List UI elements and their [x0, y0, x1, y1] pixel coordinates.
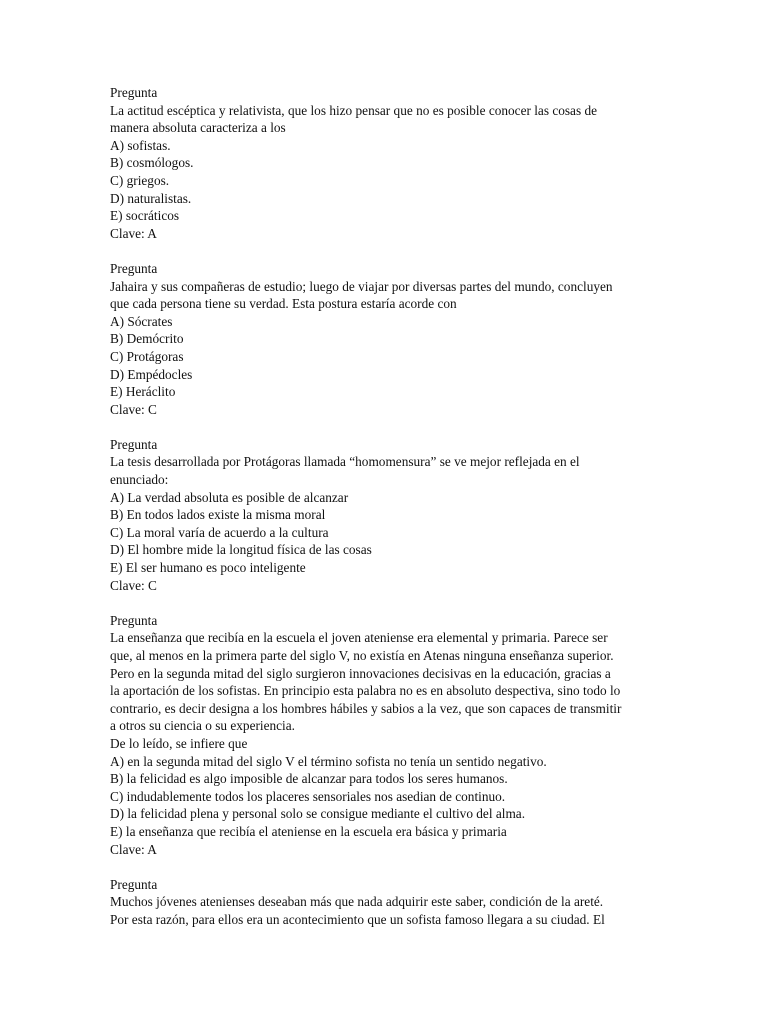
question-block: [110, 612, 650, 858]
question-text-line: Jahaira y sus compañeras de estudio; luego de viajar por diversas partes del mundo, concluyen: [110, 278, 613, 294]
question-text-line: la aportación de los sofistas. En principio esta palabra no es en absoluto despectiva, sino todo lo: [110, 683, 621, 699]
answer-option: A) La verdad absoluta es posible de alcanzar: [110, 489, 349, 505]
answer-key: Clave: A: [110, 841, 157, 857]
question-text-line: que cada persona tiene su verdad. Esta postura estaría acorde con: [110, 296, 457, 312]
question-text-line: La tesis desarrollada por Protágoras llamada “homomensura” se ve mejor reflejada en el: [110, 454, 580, 470]
answer-option: B) la felicidad es algo imposible de alcanzar para todos los seres humanos.: [110, 771, 508, 787]
question-label: Pregunta: [110, 612, 158, 628]
answer-option: B) cosmólogos.: [110, 155, 194, 171]
answer-option: B) Demócrito: [110, 331, 184, 347]
answer-option: D) naturalistas.: [110, 190, 192, 206]
answer-option: E) la enseñanza que recibía el ateniense en la escuela era básica y primaria: [110, 823, 507, 839]
question-text-line: contrario, es decir designa a los hombres hábiles y sabios a la vez, que son capaces de transmitir: [110, 700, 622, 716]
answer-option: E) socráticos: [110, 208, 180, 224]
question-label: Pregunta: [110, 85, 158, 100]
question-label: Pregunta: [110, 876, 158, 892]
answer-key: Clave: C: [110, 401, 157, 417]
answer-option: C) Protágoras: [110, 348, 184, 364]
question-block: [110, 260, 650, 418]
question-text-line: Por esta razón, para ellos era un acontecimiento que un sofista famoso llegara a su ciudad. El: [110, 911, 605, 927]
answer-option: C) griegos.: [110, 172, 170, 188]
answer-option: A) sofistas.: [110, 137, 171, 153]
question-block: [110, 436, 650, 594]
answer-key: Clave: C: [110, 577, 157, 593]
question-text-line: que, al menos en la primera parte del siglo V, no existía en Atenas ninguna enseñanza superior.: [110, 648, 614, 663]
answer-option: B) En todos lados existe la misma moral: [110, 507, 326, 523]
question-text-line: Pero en la segunda mitad del siglo surgieron innovaciones decisivas en la educación, gracias a: [110, 665, 611, 681]
document-page: [110, 84, 650, 946]
question-label: Pregunta: [110, 260, 158, 276]
question-text-line: enunciado:: [110, 472, 169, 488]
question-text-line: La actitud escéptica y relativista, que los hizo pensar que no es posible conocer las cosas de: [110, 102, 598, 118]
question-block: [110, 84, 650, 242]
question-block: [110, 876, 650, 929]
answer-key: Clave: A: [110, 225, 157, 241]
question-text-line: manera absoluta caracteriza a los: [110, 120, 286, 136]
answer-option: E) Heráclito: [110, 384, 176, 400]
question-text-line: La enseñanza que recibía en la escuela el joven ateniense era elemental y primaria. Parece ser: [110, 630, 608, 646]
question-text-line: a otros su ciencia o su experiencia.: [110, 718, 295, 734]
answer-option: A) en la segunda mitad del siglo V el término sofista no tenía un sentido negativo.: [110, 753, 547, 769]
answer-option: D) la felicidad plena y personal solo se consigue mediante el cultivo del alma.: [110, 806, 526, 822]
answer-option: C) indudablemente todos los placeres sensoriales nos asedian de continuo.: [110, 788, 506, 804]
answer-option: E) El ser humano es poco inteligente: [110, 560, 306, 576]
answer-option: D) El hombre mide la longitud física de las cosas: [110, 542, 372, 558]
answer-option: D) Empédocles: [110, 366, 193, 382]
answer-option: C) La moral varía de acuerdo a la cultura: [110, 524, 329, 540]
question-label: Pregunta: [110, 436, 158, 452]
answer-option: A) Sócrates: [110, 313, 173, 329]
question-text-line: Muchos jóvenes atenienses deseaban más que nada adquirir este saber, condición de la areté.: [110, 894, 604, 910]
question-prompt: De lo leído, se infiere que: [110, 735, 248, 751]
